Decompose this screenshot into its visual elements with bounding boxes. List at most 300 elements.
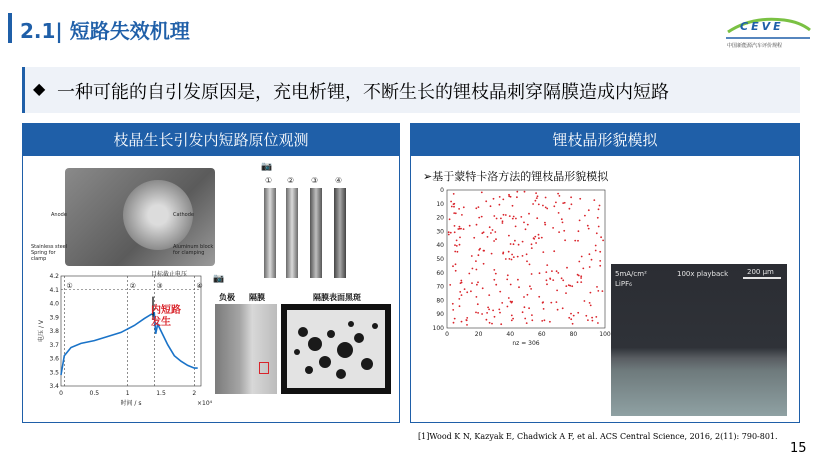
micrograph-electrolyte: LiPF₆ [615,280,632,288]
scatter-point [541,237,543,239]
scatter-point [522,255,524,257]
scatter-point [531,273,533,275]
scatter-point [530,288,532,290]
y-tick-label: 50 [436,256,444,263]
scatter-point [487,236,489,238]
x-tick-label: 1 [125,390,130,397]
scatter-point [545,197,547,199]
headline-box [22,67,800,113]
scatter-point [502,220,504,222]
scatter-point [495,273,497,275]
scatter-point [528,307,530,309]
right-panel [410,123,800,423]
scatter-point [556,270,558,272]
scatter-point [524,318,526,320]
scatter-point [502,222,504,224]
sub-bullet-text: ➢基于蒙特卡洛方法的锂枝晶形貌模拟 [423,170,609,183]
scale-bar [743,277,781,279]
scatter-point [454,244,456,246]
scatter-point [481,313,483,315]
scatter-point [507,306,509,308]
scatter-point [555,202,557,204]
scatter-point [577,312,579,314]
scatter-point [463,228,465,230]
scatter-point [513,216,515,218]
scatter-point [502,199,504,201]
dendrite-micrograph [611,264,787,416]
scatter-point [536,217,538,219]
scatter-point [526,260,528,262]
scatter-point [552,227,554,229]
scatter-point [557,272,559,274]
scatter-point [599,205,601,207]
x-tick-label: 0 [59,390,63,397]
scatter-point [516,196,518,198]
scatter-point [542,205,544,207]
scatter-point [524,191,526,193]
scatter-point [527,294,529,296]
y-axis-label: 电压 / V [38,320,45,342]
scatter-point [599,251,601,253]
scatter-point [461,294,463,296]
scatter-point [478,217,480,219]
scatter-point [501,302,503,304]
scatter-point [461,282,463,284]
x-tick-label: 60 [537,331,546,338]
camera-icon: 📷 [261,162,273,172]
scatter-point [490,232,492,234]
scatter-point [517,256,519,258]
scatter-point [491,323,493,325]
scatter-point [522,311,524,313]
scatter-point [466,317,468,319]
scatter-point [492,229,494,231]
scatter-point [461,214,463,216]
scatter-point [579,198,581,200]
scatter-point [502,252,504,254]
negative-label: 负极 [219,293,235,302]
scatter-point [493,279,495,281]
scatter-point [477,281,479,283]
headline-text: 一种可能的自引发原因是，充电析锂，不断生长的锂枝晶刺穿隔膜造成内短路 [57,82,669,103]
y-tick-label: 40 [436,242,444,250]
x-tick-label: 100 [599,331,611,338]
scatter-point [452,303,454,305]
scatter-point [487,307,489,309]
scatter-point [552,279,554,281]
reference-citation: [1]Wood K N, Kazyak E, Chadwick A F, et al. ACS Central Science, 2016, 2(11): 790-801. [418,432,778,441]
scatter-point [466,324,468,326]
scatter-point [588,228,590,230]
marker-label: ④ [196,282,203,290]
plot-frame [61,276,201,386]
scatter-point [485,200,487,202]
chart-annotation: 目标截止电压 [151,271,188,278]
scatter-point [525,228,527,230]
micrograph-playback: 100x playback [677,270,729,278]
scatter-point [510,301,512,303]
scatter-point [483,263,485,265]
scatter-point [448,234,450,236]
scatter-point [580,275,582,277]
camera-icon: 📷 [213,274,225,284]
scatter-point [510,243,512,245]
x-multiplier: ×10⁴ [197,400,213,407]
scatter-point [449,284,451,286]
sem-image [281,304,391,394]
scatter-point [455,263,457,265]
scatter-point [565,292,567,294]
x-tick-label: 80 [569,331,578,338]
label-cathode: Cathode [173,212,194,218]
strip-number: ③ [311,176,319,185]
scatter-point [459,291,461,293]
micrograph-scale: 200 μm [747,268,774,276]
scatter-point [513,243,515,245]
scatter-point [570,196,572,198]
logo-text: CEVE [740,20,784,33]
electrode-strip-image [334,188,346,278]
scatter-point [509,258,511,260]
scatter-point [495,238,497,240]
scatter-point [466,291,468,293]
scatter-point [522,241,524,243]
y-tick-label: 4.0 [49,300,59,308]
scatter-point [476,269,478,271]
scatter-point [542,251,544,253]
scatter-point [486,312,488,314]
short-circuit-label: 内短路发生 [151,305,181,328]
scatter-point [577,274,579,276]
scatter-point [453,212,455,214]
scatter-point [531,247,533,249]
scatter-point [456,240,458,242]
scatter-point [523,296,525,298]
scatter-point [595,250,597,252]
scatter-point [570,313,572,315]
scatter-point [531,314,533,316]
scatter-point [597,290,599,292]
scatter-point [520,216,522,218]
scatter-point [478,206,480,208]
scatter-point [588,209,590,211]
scatter-point [499,312,501,314]
scatter-point [476,296,478,298]
y-tick-label: 3.6 [49,355,59,363]
scatter-point [526,253,528,255]
right-panel-heading: 锂枝晶形貌模拟 [411,124,799,156]
scatter-point [572,323,574,325]
scatter-point [599,265,601,267]
scatter-point [455,270,457,272]
electrode-strip-image [286,188,298,278]
left-panel-heading: 枝晶生长引发内短路原位观测 [23,124,399,156]
marker-label: ① [66,282,73,290]
y-tick-label: 3.9 [49,314,59,322]
separator-label: 隔膜 [249,293,265,302]
scatter-point [483,250,485,252]
top-bar [0,0,820,55]
scatter-point [529,285,531,287]
scatter-point [538,204,540,206]
scatter-point [516,191,518,193]
scatter-point [457,228,459,230]
scatter-point [531,319,533,321]
scatter-point [544,224,546,226]
scatter-point [535,200,537,202]
scatter-point [593,199,595,201]
scatter-point [577,281,579,283]
scatter-point [544,222,546,224]
scatter-point [595,245,597,247]
scatter-point [494,316,496,318]
scatter-point [577,240,579,242]
scatter-point [545,207,547,209]
scatter-point [595,316,597,318]
scatter-point [510,284,512,286]
electrode-strip-image [264,188,276,278]
scatter-point [450,201,452,203]
scatter-point [528,213,530,215]
scatter-point [455,212,457,214]
scatter-point [453,193,455,195]
separator-cross-section-image [215,304,277,394]
scatter-point [470,290,472,292]
scatter-point [545,271,547,273]
scatter-point [589,253,591,255]
scatter-point [476,284,478,286]
scatter-point [512,218,514,220]
y-tick-label: 0 [440,187,444,194]
scatter-point [578,261,580,263]
scatter-point [508,195,510,197]
label-stainless: Stainless steel Spring for clamp [31,244,68,262]
scatter-point [463,206,465,208]
scatter-point [471,255,473,257]
scatter-point [500,323,502,325]
scatter-point [517,279,519,281]
scatter-point [546,208,548,210]
scatter-point [531,243,533,245]
scatter-point [573,315,575,317]
y-tick-label: 3.5 [49,369,59,377]
scatter-point [475,260,477,262]
marker-label: ② [129,282,136,290]
y-tick-label: 3.8 [49,328,59,335]
scatter-point [557,193,559,195]
scatter-point [569,285,571,287]
scatter-point [581,256,583,258]
voltage-time-chart [35,270,213,418]
x-tick-label: 40 [506,331,515,338]
scatter-point [471,282,473,284]
scatter-point [456,245,458,247]
x-tick-label: 2 [192,390,197,397]
scatter-point [544,319,546,321]
scatter-point [515,226,517,228]
y-tick-label: 100 [432,325,444,332]
y-tick-label: 90 [436,311,444,319]
scatter-point [505,214,507,216]
scatter-point [596,232,598,234]
scatter-point [505,258,507,260]
y-tick-label: 80 [436,297,444,305]
logo-subtitle: 中国新能源汽车评价规程 [727,43,783,49]
scatter-point [499,204,501,206]
scatter-point [546,283,548,285]
scatter-point [483,231,485,233]
x-tick-label: 20 [474,331,483,338]
scatter-point [590,292,592,294]
plot-frame [447,190,605,328]
scatter-point [457,251,459,253]
diamond-bullet-icon: ◆ [33,79,46,98]
scatter-point [538,234,540,236]
scatter-point [591,317,593,319]
scatter-point [468,273,470,275]
scatter-point [559,195,561,197]
scatter-point [587,319,589,321]
y-tick-label: 4.1 [49,286,59,294]
scatter-point [488,309,490,311]
scatter-point [549,278,551,280]
scatter-point [550,302,552,304]
scatter-point [543,308,545,310]
scatter-point [454,251,456,253]
scatter-point [539,272,541,274]
scatter-point [511,301,513,303]
scatter-point [561,218,563,220]
scatter-point [598,208,600,210]
scatter-point [499,291,501,293]
scatter-point [458,208,460,210]
scatter-point [459,237,461,239]
y-tick-label: 70 [436,283,444,291]
scatter-point [509,215,511,217]
scatter-point [511,320,513,322]
scatter-point [592,320,594,322]
scatter-point [597,322,599,324]
y-tick-label: 10 [436,200,444,208]
scatter-point [453,322,455,324]
scatter-point [481,192,483,194]
scatter-point [562,307,564,309]
scatter-point [503,214,505,216]
scatter-point [602,290,604,292]
scatter-point [579,220,581,222]
scatter-point [537,195,539,197]
y-tick-label: 20 [436,214,444,222]
scatter-point [565,285,567,287]
scatter-point [475,207,477,209]
label-anode: Anode [51,212,67,218]
scatter-point [493,269,495,271]
scatter-point [452,265,454,267]
scatter-point [498,309,500,311]
scatter-point [469,225,471,227]
scatter-point [557,309,559,311]
scatter-point [476,224,478,226]
scatter-point [477,312,479,314]
scatter-point [508,251,510,253]
scatter-point [486,319,488,321]
scatter-point [566,267,568,269]
scatter-point [571,285,573,287]
y-tick-label: 3.4 [49,383,59,390]
scatter-point [600,236,602,238]
scatter-point [496,218,498,220]
scatter-point [570,318,572,320]
scatter-point [578,230,580,232]
scatter-point [460,228,462,230]
scatter-point [494,231,496,233]
scatter-point [453,203,455,205]
scatter-point [489,322,491,324]
scatter-point [558,212,560,214]
scatter-point [580,277,582,279]
scatter-point [493,198,495,200]
x-axis-label: 时间 / s [120,400,142,407]
scatter-point [599,260,601,262]
scatter-point [458,298,460,300]
scatter-point [495,284,497,286]
scatter-point [459,305,461,307]
scatter-point [589,266,591,268]
scatter-point [585,315,587,317]
scatter-point [523,222,525,224]
scatter-point [538,237,540,239]
scatter-point [508,235,510,237]
scatter-point [478,249,480,251]
scatter-point [564,202,566,204]
scatter-point [507,274,509,276]
scatter-point [461,321,463,323]
surface-label: 隔膜表面黑斑 [313,293,361,302]
strip-number: ② [287,176,295,185]
y-tick-label: 60 [436,269,444,277]
scatter-point [492,310,494,312]
scatter-point [535,192,537,194]
scatter-point [580,281,582,283]
scatter-point [533,237,535,239]
scatter-point [534,236,536,238]
scatter-point [518,286,520,288]
scatter-point [553,205,555,207]
scatter-point [454,225,456,227]
scatter-point [472,268,474,270]
scatter-point [549,321,551,323]
scatter-point [564,239,566,241]
scatter-point [538,296,540,298]
scatter-point [597,217,599,219]
scatter-point [568,317,570,319]
scatter-point [526,322,528,324]
scatter-point [536,197,538,199]
scatter-point [518,244,520,246]
scatter-point [590,305,592,307]
scatter-point [574,240,576,242]
scatter-point [506,279,508,281]
scatter-point [464,288,466,290]
scatter-point [508,297,510,299]
scatter-point [449,218,451,220]
plot-caption: nz = 306 [512,340,540,347]
y-tick-label: 3.7 [49,341,59,349]
strip-number: ① [265,176,273,185]
scatter-point [513,256,515,258]
scatter-point [562,202,564,204]
scatter-point [527,224,529,226]
